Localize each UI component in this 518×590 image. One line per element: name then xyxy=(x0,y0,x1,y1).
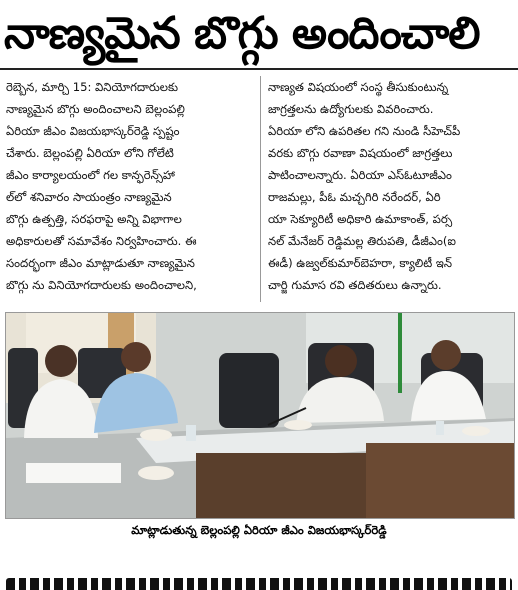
text-line: జీఎం కార్యాలయంలో గల కాన్ఫరెన్స్‌హా xyxy=(6,168,175,182)
next-headline-cropped xyxy=(0,568,518,590)
text-line: అధికారులతో సమావేశం నిర్వహించారు. ఈ xyxy=(6,234,197,248)
article-column-left xyxy=(6,76,254,308)
text-line: ల్‌లో శనివారం సాయంత్రం నాణ్యమైన xyxy=(6,190,172,204)
cropped-headline-ink xyxy=(6,578,512,590)
headline: నాణ్యమైన బొగ్గు అందించాలి xyxy=(4,8,480,59)
text-line: రాజమల్లు, పీఓ మచ్చగిరి నరేందర్, ఏరి xyxy=(268,190,441,204)
text-line: నాణ్యత విషయంలో సంస్థ తీసుకుంటున్న xyxy=(268,80,449,94)
text-line: చేశారు. బెల్లంపల్లి ఏరియా లోని గోలేటి xyxy=(6,146,174,160)
column-divider xyxy=(260,76,261,302)
text-line: బొగ్గు ను వినియోగదారులకు అందించాలని, xyxy=(6,278,197,292)
text-line: యా సెక్యూరిటీ అధికారి ఉమాకాంత్, పర్స xyxy=(268,212,453,226)
text-line: జాగ్రత్తలను ఉద్యోగులకు వివరించారు. xyxy=(268,102,434,116)
text-line: బొగ్గు ఉత్పత్తి, సరఫరాపై అన్ని విభాగాల xyxy=(6,212,182,226)
text-line: ఏరియా లోని ఉపరితల గని నుండి సీహెచ్‌పీ xyxy=(268,124,461,138)
text-line: వరకు బొగ్గు రవాణా విషయంలో జాగ్రత్తలు xyxy=(268,146,453,160)
meeting-photo xyxy=(5,312,515,519)
text-line: రెబ్బెన, మార్చి 15: వినియోగదారులకు xyxy=(6,80,179,94)
article-column-right xyxy=(268,76,512,308)
text-line: ఈడీ) ఉజ్వల్‌కుమార్‌బెహరా, క్యాలిటీ ఇన్ xyxy=(268,256,453,270)
headline-rule xyxy=(0,68,518,70)
text-line: సందర్భంగా జీఎం మాట్లాడుతూ నాణ్యమైన xyxy=(6,256,195,270)
text-line: ఏరియా జీఎం విజయభాస్కర్‌రెడ్డి స్పష్టం xyxy=(6,124,180,138)
text-line: నల్ మేనేజర్ రెడ్డిమల్ల తిరుపతి, డీజీఎం(ఐ xyxy=(268,234,456,248)
text-line: చార్జి గుమాస రవి తదితరులు ఉన్నారు. xyxy=(268,278,442,292)
text-line: నాణ్యమైన బొగ్గు అందించాలని బెల్లంపల్లి xyxy=(6,102,185,116)
text-line: పాటించాలన్నారు. ఏరియా ఎస్‌ఓటూజీఎం xyxy=(268,168,452,182)
photo-caption: మాట్లాడుతున్న బెల్లంపల్లి ఏరియా జీఎం విజయభాస్కర్‌రెడ్డి xyxy=(131,523,387,537)
